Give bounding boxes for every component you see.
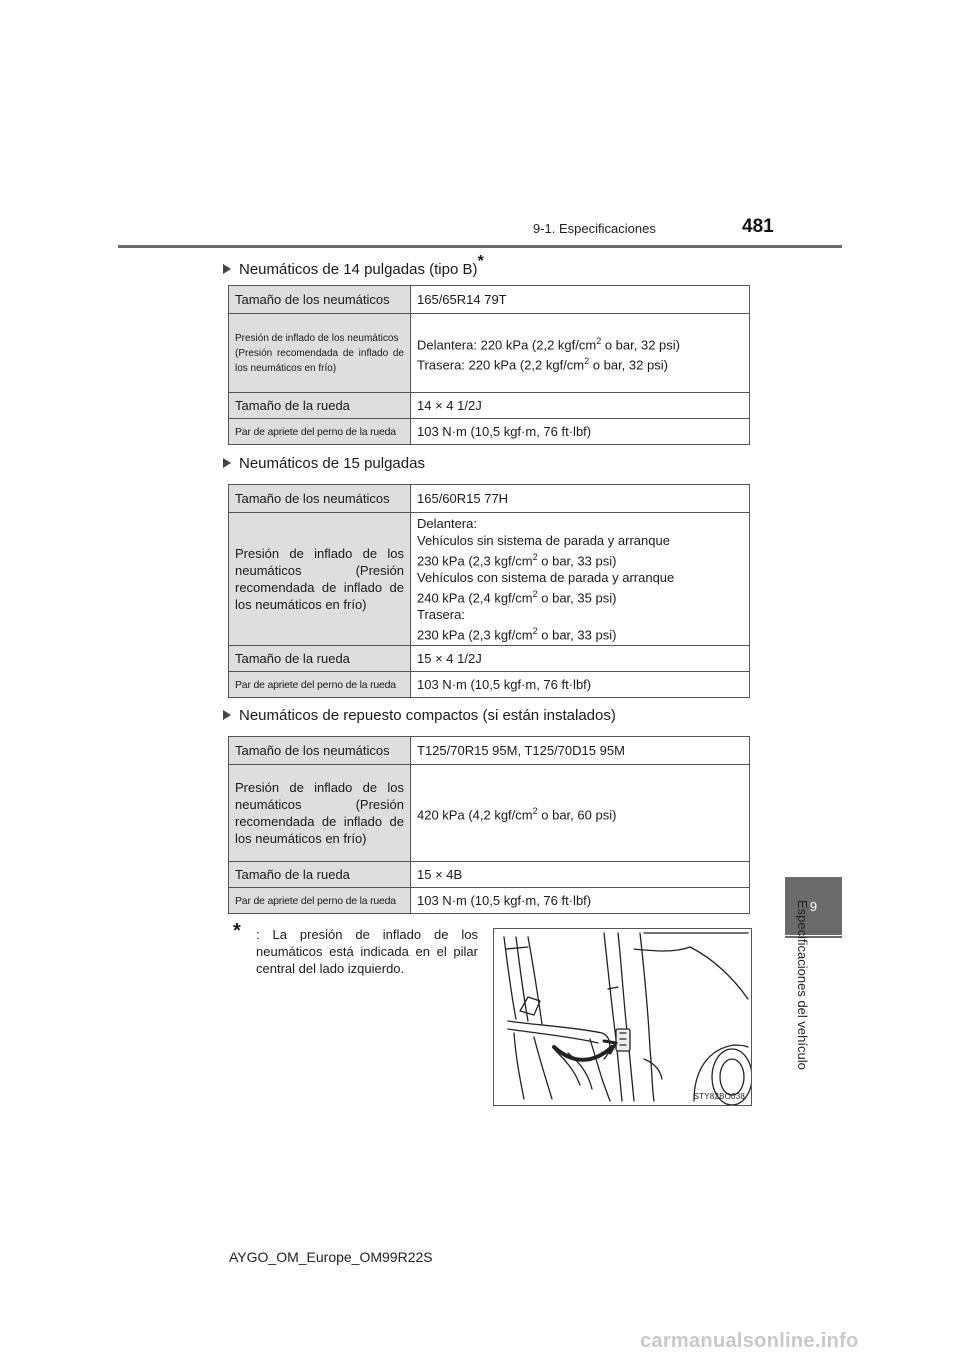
row-label: Tamaño de la rueda — [229, 862, 411, 888]
row-value: 103 N·m (10,5 kgf·m, 76 ft·lbf) — [411, 888, 750, 914]
table-row — [229, 419, 750, 445]
section-title: 9-1. Especificaciones — [533, 221, 656, 236]
triangle-bullet-icon — [223, 710, 231, 720]
table-row — [229, 646, 750, 672]
row-label: Tamaño de los neumáticos — [229, 737, 411, 765]
section-heading — [223, 455, 425, 472]
table-row — [229, 672, 750, 698]
chapter-title: Especificaciones del vehículo — [795, 900, 810, 1070]
table-row — [229, 286, 750, 314]
spec-table — [228, 736, 750, 914]
row-label: Presión de inflado de los neumáticos (Presión recomendada de inflado de los neumáticos en frío) — [229, 513, 411, 646]
table-row — [229, 888, 750, 914]
row-value: 15 × 4B — [411, 862, 750, 888]
row-label: Par de apriete del perno de la rueda — [229, 672, 411, 698]
row-label: Par de apriete del perno de la rueda — [229, 419, 411, 445]
footer-doc-id: AYGO_OM_Europe_OM99R22S — [229, 1249, 433, 1265]
spec-table — [228, 285, 750, 445]
footnote-text: : La presión de inflado de los neumáticos está indicada en el pilar central del lado izquierdo. — [256, 927, 478, 976]
row-value: 14 × 4 1/2J — [411, 393, 750, 419]
section-heading — [223, 255, 484, 278]
table-row — [229, 737, 750, 765]
row-label: Presión de inflado de los neumáticos (Presión recomendada de inflado de los neumáticos en frío) — [229, 314, 411, 393]
section-heading-text: Neumáticos de repuesto compactos (si están instalados) — [239, 707, 616, 724]
row-label: Par de apriete del perno de la rueda — [229, 888, 411, 914]
table-row — [229, 862, 750, 888]
triangle-bullet-icon — [223, 264, 231, 274]
row-label: Tamaño de los neumáticos — [229, 286, 411, 314]
table-row — [229, 513, 750, 646]
table-row — [229, 314, 750, 393]
section-heading-text: Neumáticos de 15 pulgadas — [239, 455, 425, 472]
row-value: Delantera: 220 kPa (2,2 kgf/$cm^2$ o bar, 32 psi) Trasera: 220 kPa (2,2 kgf/$cm^2$ o bar, 32 psi) — [411, 314, 750, 393]
footnote-mark: * — [233, 920, 241, 942]
row-value: Delantera: Vehículos sin sistema de parada y arranque 230 kPa (2,3 kgf/$cm^2$ o bar, 33 psi) Vehículos con sistema de parada y arranque 240 kPa (2,4 kgf/$cm^2$ o bar, 35 psi) Trasera: 230 kPa (2,3 kgf/$cm^2$ o bar, 33 psi) — [411, 513, 750, 646]
row-value: 165/65R14 79T — [411, 286, 750, 314]
row-value: T125/70R15 95M, T125/70D15 95M — [411, 737, 750, 765]
row-label: Tamaño de la rueda — [229, 646, 411, 672]
spec-table — [228, 484, 750, 698]
row-label: Tamaño de la rueda — [229, 393, 411, 419]
table-row — [229, 393, 750, 419]
row-value: 103 N·m (10,5 kgf·m, 76 ft·lbf) — [411, 672, 750, 698]
chapter-number: 9 — [809, 898, 818, 914]
footnote-mark: * — [477, 253, 484, 270]
row-label: Tamaño de los neumáticos — [229, 485, 411, 513]
page-number: 481 — [742, 216, 774, 237]
figure-code: STY82BO038 — [693, 1092, 745, 1101]
row-value: 165/60R15 77H — [411, 485, 750, 513]
header-rule — [118, 245, 842, 248]
table-row — [229, 765, 750, 862]
row-value: 103 N·m (10,5 kgf·m, 76 ft·lbf) — [411, 419, 750, 445]
pillar-illustration — [493, 928, 752, 1106]
row-value: 15 × 4 1/2J — [411, 646, 750, 672]
triangle-bullet-icon — [223, 458, 231, 468]
watermark: carmanualsonline.info — [640, 1330, 859, 1352]
row-value: 420 kPa (4,2 kgf/$cm^2$ o bar, 60 psi) — [411, 765, 750, 862]
section-heading-text: Neumáticos de 14 pulgadas (tipo B) — [239, 261, 478, 278]
row-label: Presión de inflado de los neumáticos (Presión recomendada de inflado de los neumáticos en frío) — [229, 765, 411, 862]
car-door-pillar-icon — [494, 929, 751, 1105]
section-heading — [223, 707, 616, 724]
table-row — [229, 485, 750, 513]
